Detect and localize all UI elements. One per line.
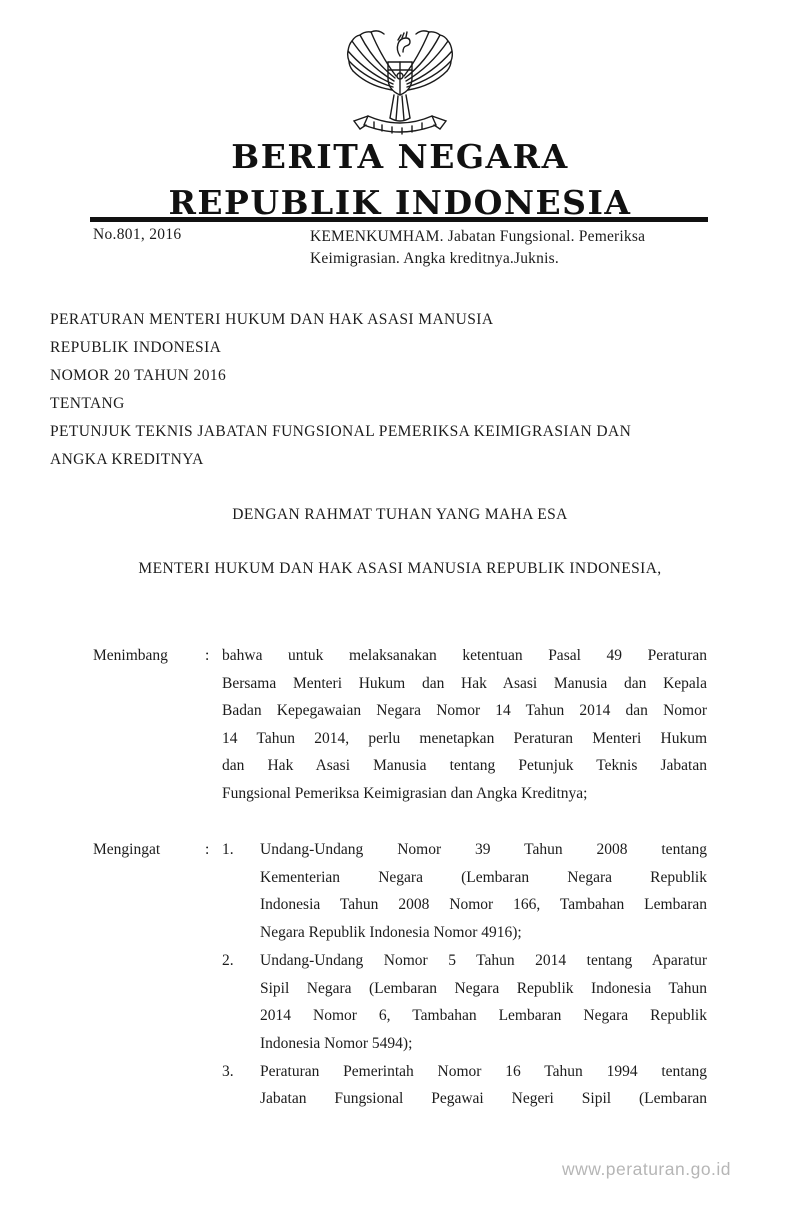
issue-number: No.801, 2016 [93,226,182,243]
invocation-line: DENGAN RAHMAT TUHAN YANG MAHA ESA [232,506,568,523]
masthead-double-rule [90,217,708,222]
text-line: Undang-Undang Nomor 5 Tahun 2014 tentang Aparatur [260,951,707,969]
considerations-label: Menimbang [93,647,168,664]
text-line: NOMOR 20 TAHUN 2016 [50,367,227,384]
authority-line: MENTERI HUKUM DAN HAK ASASI MANUSIA REPUBLIK INDONESIA, [138,560,662,577]
text-line: PETUNJUK TEKNIS JABATAN FUNGSIONAL PEMERIKSA KEIMIGRASIAN DAN [50,423,632,440]
text-line: Indonesia Nomor 5494); [260,1034,413,1052]
regulation-title [50,306,750,474]
legal-basis-items [222,836,707,1113]
legal-basis-item [222,1058,707,1113]
text-line: Undang-Undang Nomor 39 Tahun 2008 tentang [260,841,707,858]
text-line: Kementerian Negara (Lembaran Negara Republik [260,868,707,886]
item-text [260,1058,707,1113]
considerations-colon: : [205,647,210,664]
source-watermark: www.peraturan.go.id [562,1159,732,1179]
text-line: Indonesia Tahun 2008 Nomor 166, Tambahan Lembaran [260,896,707,914]
masthead-title-line2: REPUBLIK INDONESIA [168,183,632,222]
item-text [260,836,707,947]
text-line: TENTANG [50,395,125,412]
item-number: 2. [222,951,234,969]
legal-basis-colon: : [205,841,210,858]
masthead-title [0,134,800,226]
text-line: Jabatan Fungsional Pegawai Negeri Sipil (Lembaran [260,1090,707,1108]
text-line: 2014 Nomor 6, Tambahan Lembaran Negara Republik [260,1007,707,1025]
text-line: Keimigrasian. Angka kreditnya.Juknis. [310,249,559,267]
garuda-icon [340,26,460,138]
text-line: Peraturan Pemerintah Nomor 16 Tahun 1994 tentang [260,1062,707,1080]
text-line: Fungsional Pemeriksa Keimigrasian dan Angka Kreditnya; [222,784,588,802]
text-line: Bersama Menteri Hukum dan Hak Asasi Manusia dan Kepala [222,674,707,692]
text-line: REPUBLIK INDONESIA [50,339,222,356]
text-line: dan Hak Asasi Manusia tentang Petunjuk Teknis Jabatan [222,757,707,775]
text-line: 14 Tahun 2014, perlu menetapkan Peraturan Menteri Hukum [222,729,707,747]
text-line: KEMENKUMHAM. Jabatan Fungsional. Pemeriksa [310,228,646,245]
item-number: 3. [222,1062,234,1080]
text-line: Sipil Negara (Lembaran Negara Republik Indonesia Tahun [260,979,707,997]
garuda-pancasila-emblem [340,26,460,138]
item-number: 1. [222,841,234,858]
considerations-text [222,642,707,808]
legal-basis-item [222,836,707,947]
text-line: Negara Republik Indonesia Nomor 4916); [260,924,522,942]
text-line: PERATURAN MENTERI HUKUM DAN HAK ASASI MANUSIA [50,311,494,328]
legal-basis-item [222,947,707,1058]
subject-keywords [310,226,710,269]
text-line: Badan Kepegawaian Negara Nomor 14 Tahun 2014 dan Nomor [222,702,707,720]
item-text [260,947,707,1058]
text-line: ANGKA KREDITNYA [50,451,204,468]
masthead-title-line1: BERITA NEGARA [231,137,569,176]
text-line: bahwa untuk melaksanakan ketentuan Pasal 49 Peraturan [222,647,707,664]
legal-basis-label: Mengingat [93,841,161,858]
